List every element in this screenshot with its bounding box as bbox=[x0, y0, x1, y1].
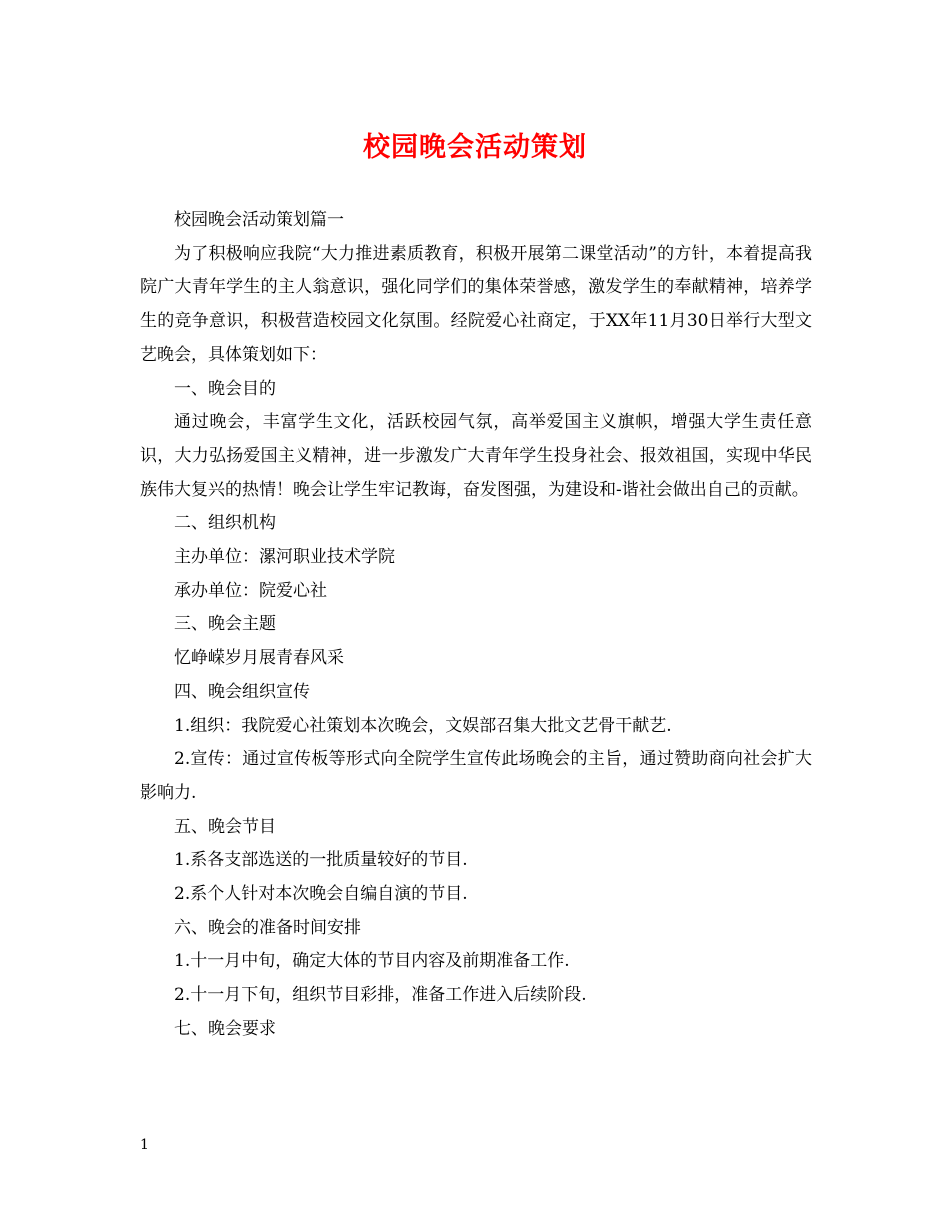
program-item: 1.系各支部选送的一批质量较好的节目. bbox=[174, 850, 468, 871]
schedule-item: 2.十一月下旬，组织节目彩排，准备工作进入后续阶段. bbox=[174, 985, 587, 1006]
section-heading-requirements: 七、晚会要求 bbox=[174, 1018, 276, 1039]
section-heading-purpose: 一、晚会目的 bbox=[174, 378, 276, 399]
section-heading-schedule: 六、晚会的准备时间安排 bbox=[174, 917, 361, 938]
program-item: 2.系个人针对本次晚会自编自演的节目. bbox=[174, 884, 468, 905]
section-subtitle: 校园晚会活动策划篇一 bbox=[174, 210, 344, 230]
document-body bbox=[140, 204, 812, 1047]
section-heading-theme: 三、晚会主题 bbox=[174, 614, 276, 635]
theme-line: 忆峥嵘岁月展青春风采 bbox=[174, 648, 344, 669]
section-heading-programs: 五、晚会节目 bbox=[174, 816, 276, 837]
document-title: 校园晚会活动策划 bbox=[363, 132, 587, 163]
section-heading-publicity: 四、晚会组织宣传 bbox=[174, 681, 310, 702]
organizer-line: 主办单位：漯河职业技术学院 bbox=[174, 547, 395, 568]
host-line: 承办单位：院爱心社 bbox=[174, 580, 327, 601]
intro-paragraph: 为了积极响应我院“大力推进素质教育，积极开展第二课堂活动”的方针，本着提高我院广大青年学生的主人翁意识，强化同学们的集体荣誉感，激发学生的奉献精神，培养学生的竞争意识，积极营造校园文化氛围。经院爱心社商定，于XX年11月30日举行大型文艺晚会，具体策划如下： bbox=[140, 243, 812, 365]
purpose-paragraph: 通过晚会，丰富学生文化，活跃校园气氛，高举爱国主义旗帜，增强大学生责任意识，大力弘扬爱国主义精神，进一步激发广大青年学生投身社会、报效祖国，实现中华民族伟大复兴的热情！晚会让学生牢记教诲，奋发图强，为建设和-谐社会做出自己的贡献。 bbox=[140, 412, 812, 500]
page-number: 1 bbox=[140, 1137, 149, 1153]
publicity-item: 2.宣传：通过宣传板等形式向全院学生宣传此场晚会的主旨，通过赞助商向社会扩大影响力. bbox=[140, 749, 812, 803]
schedule-item: 1.十一月中旬，确定大体的节目内容及前期准备工作. bbox=[174, 951, 570, 972]
section-heading-organization: 二、组织机构 bbox=[174, 513, 276, 534]
publicity-item: 1.组织：我院爱心社策划本次晚会，文娱部召集大批文艺骨干献艺. bbox=[174, 715, 672, 736]
